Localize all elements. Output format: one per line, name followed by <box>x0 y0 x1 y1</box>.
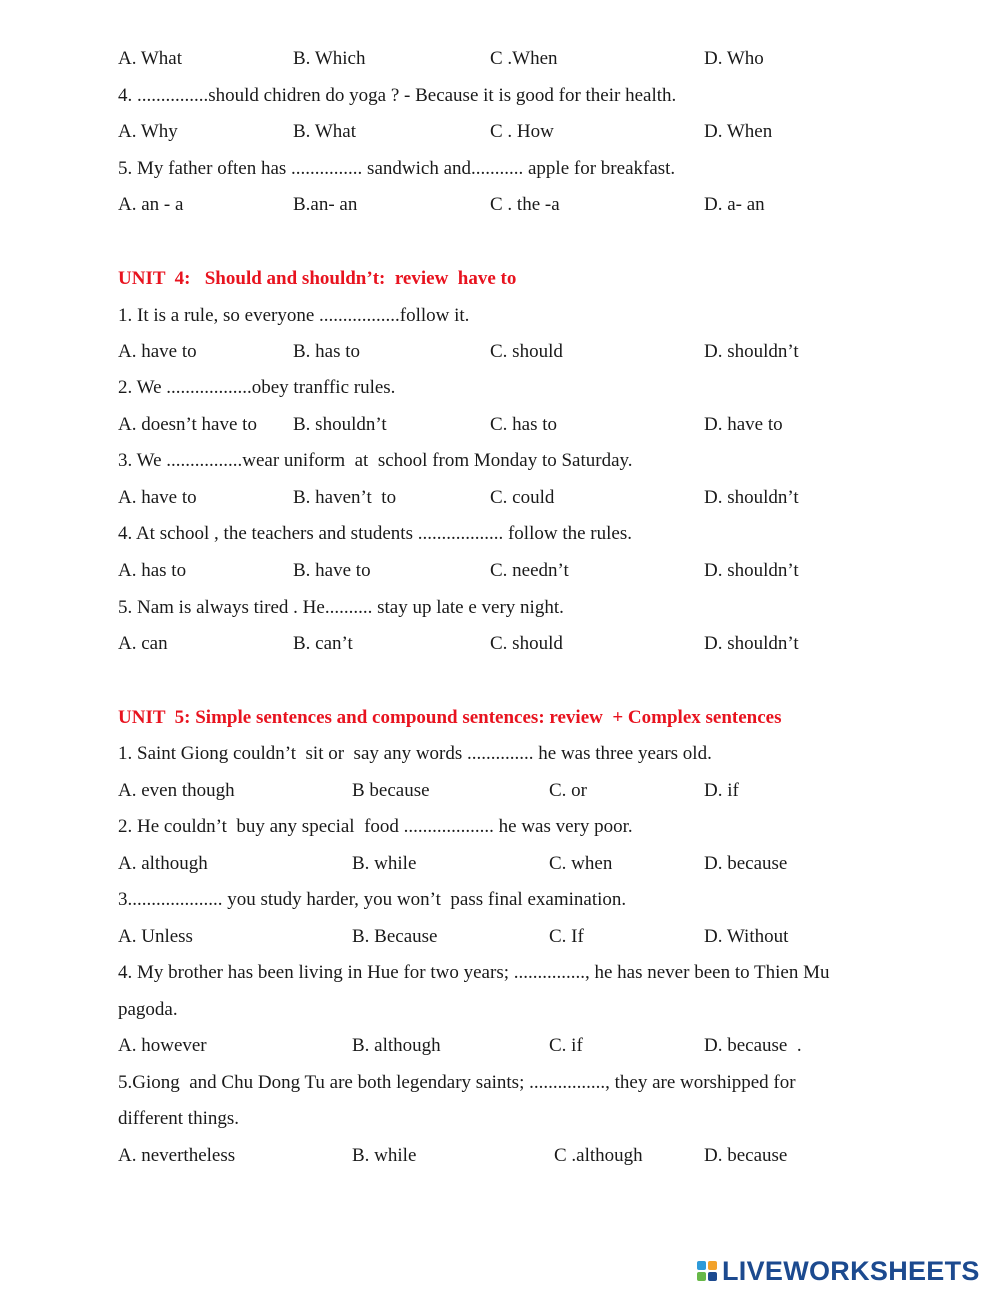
option-a: A. even though <box>118 780 235 801</box>
option-b: B. has to <box>293 341 361 362</box>
question-text: 2. We ..................obey tranffic rules. <box>118 377 396 398</box>
option-a: A. an - a <box>118 194 184 215</box>
option-a: A. What <box>118 48 183 69</box>
option-d: D. shouldn’t <box>704 633 799 654</box>
question-text: 4. At school , the teachers and students .................. follow the rules. <box>118 523 632 544</box>
option-b: B. Because <box>352 926 438 947</box>
option-c: C. has to <box>490 414 558 435</box>
option-b: B because <box>352 780 430 801</box>
option-c: C. or <box>549 780 587 801</box>
answer-options <box>118 852 918 876</box>
answer-options <box>118 486 918 510</box>
question-text: 1. It is a rule, so everyone .................follow it. <box>118 305 470 326</box>
unit-heading: UNIT 5: Simple sentences and compound sentences: review + Complex sentences <box>118 707 782 728</box>
option-d: D. a- an <box>704 194 765 215</box>
option-c: C . the -a <box>490 194 560 215</box>
option-a: A. however <box>118 1035 207 1056</box>
option-d: D. shouldn’t <box>704 341 799 362</box>
option-b: B. while <box>352 1145 417 1166</box>
option-c: C. needn’t <box>490 560 569 581</box>
option-d: D. shouldn’t <box>704 487 799 508</box>
option-c: C .although <box>554 1145 643 1166</box>
option-c: C. If <box>549 926 584 947</box>
option-d: D. shouldn’t <box>704 560 799 581</box>
question-text: 1. Saint Giong couldn’t sit or say any words .............. he was three years old. <box>118 743 712 764</box>
question-text: 4. My brother has been living in Hue for two years; ..............., he has never been to Thien Mu <box>118 962 830 983</box>
option-d: D. because . <box>704 1035 802 1056</box>
question-text: 5. Nam is always tired . He.......... stay up late e very night. <box>118 597 564 618</box>
answer-options <box>118 779 918 803</box>
option-a: A. although <box>118 853 208 874</box>
answer-options <box>118 413 918 437</box>
question-text: 5.Giong and Chu Dong Tu are both legendary saints; ................, they are worshipped for <box>118 1072 796 1093</box>
option-d: D. because <box>704 853 788 874</box>
option-a: A. Unless <box>118 926 193 947</box>
unit-heading: UNIT 4: Should and shouldn’t: review have to <box>118 268 517 289</box>
option-c: C. should <box>490 633 563 654</box>
option-d: D. because <box>704 1145 788 1166</box>
option-d: D. When <box>704 121 773 142</box>
option-a: A. can <box>118 633 168 654</box>
option-d: D. Without <box>704 926 789 947</box>
answer-options <box>118 632 918 656</box>
option-c: C. when <box>549 853 613 874</box>
answer-options <box>118 1034 918 1058</box>
option-b: B. shouldn’t <box>293 414 387 435</box>
answer-options <box>118 120 918 144</box>
option-a: A. nevertheless <box>118 1145 236 1166</box>
logo-square-2 <box>708 1261 717 1270</box>
answer-options <box>118 925 918 949</box>
answer-options <box>118 559 918 583</box>
question-text: 4. ...............should chidren do yoga ? - Because it is good for their health. <box>118 85 677 106</box>
option-a: A. have to <box>118 487 197 508</box>
question-text: 3. We ................wear uniform at school from Monday to Saturday. <box>118 450 633 471</box>
option-a: A. doesn’t have to <box>118 414 257 435</box>
option-d: D. Who <box>704 48 764 69</box>
option-b: B.an- an <box>293 194 358 215</box>
question-text: 3.................... you study harder, you won’t pass final examination. <box>118 889 627 910</box>
logo-square-3 <box>697 1272 706 1281</box>
option-d: D. have to <box>704 414 783 435</box>
liveworksheets-logo <box>697 1254 997 1288</box>
option-c: C . How <box>490 121 554 142</box>
question-text: different things. <box>118 1108 240 1129</box>
answer-options <box>118 193 918 217</box>
option-c: C .When <box>490 48 558 69</box>
option-b: B. haven’t to <box>293 487 397 508</box>
question-text: 5. My father often has ............... sandwich and........... apple for breakfast. <box>118 158 676 179</box>
option-b: B. have to <box>293 560 371 581</box>
option-b: B. while <box>352 853 417 874</box>
option-a: A. have to <box>118 341 197 362</box>
option-d: D. if <box>704 780 739 801</box>
option-a: A. Why <box>118 121 178 142</box>
logo-square-4 <box>708 1272 717 1281</box>
option-b: B. can’t <box>293 633 353 654</box>
option-c: C. could <box>490 487 555 508</box>
answer-options <box>118 340 918 364</box>
option-a: A. has to <box>118 560 187 581</box>
option-c: C. if <box>549 1035 583 1056</box>
option-b: B. although <box>352 1035 441 1056</box>
option-b: B. Which <box>293 48 366 69</box>
answer-options <box>118 47 918 71</box>
logo-text: LIVEWORKSHEETS <box>722 1255 980 1286</box>
question-text: pagoda. <box>118 999 178 1020</box>
option-b: B. What <box>293 121 356 142</box>
answer-options <box>118 1144 918 1168</box>
logo-square-1 <box>697 1261 706 1270</box>
option-c: C. should <box>490 341 563 362</box>
question-text: 2. He couldn’t buy any special food ................... he was very poor. <box>118 816 633 837</box>
logo-mark-icon <box>697 1261 717 1281</box>
